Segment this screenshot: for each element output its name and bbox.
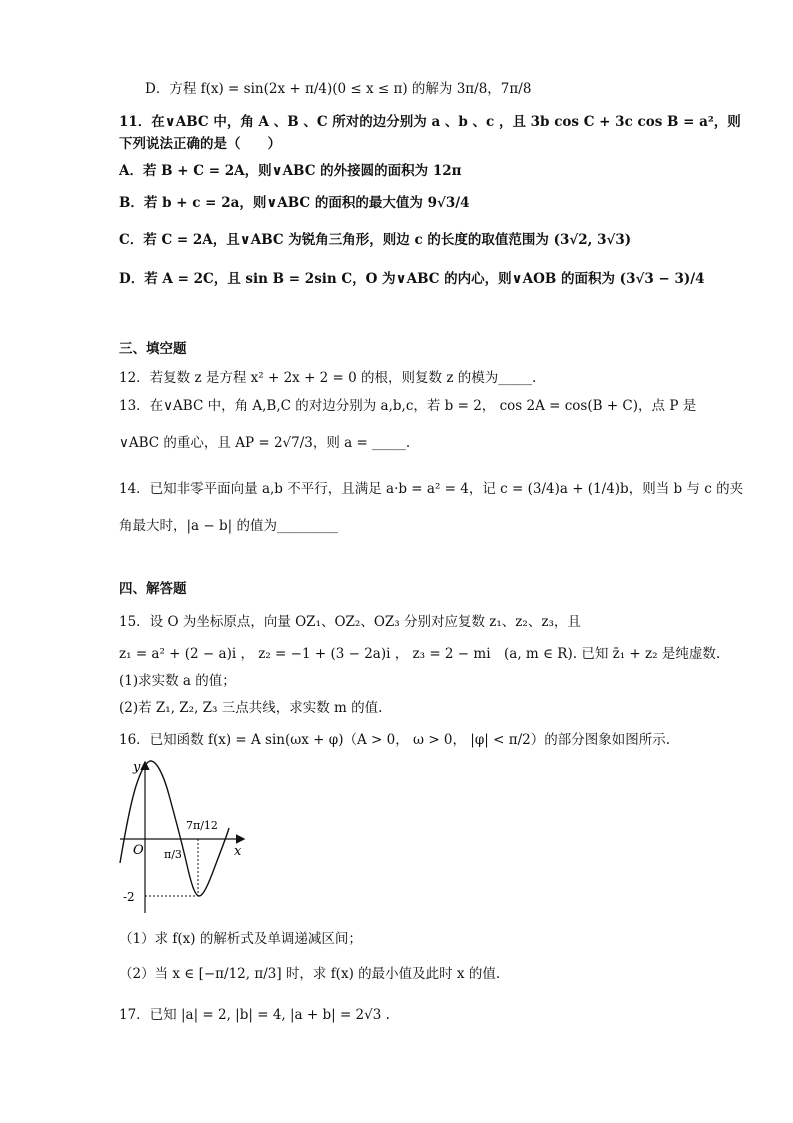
q14-line2: 角最大时，|a − b| 的值为_________ (119, 518, 338, 534)
x-axis-label: x (234, 844, 242, 859)
q11-stem-line1: 11．在∨ABC 中，角 A 、B 、C 所对的边分别为 a 、b 、c ，且 3b cos C + 3c cos B = a²，则 (119, 114, 741, 130)
q17-text: 17．已知 |a| = 2, |b| = 4, |a + b| = 2√3 . (119, 1007, 390, 1023)
section-title-solve: 四、解答题 (119, 581, 187, 597)
q15-line2: z₁ = a² + (2 − a)i ， z₂ = −1 + (3 − 2a)i ， z₃ = 2 − mi (a, m ∈ R). 已知 z̄₁ + z₂ 是纯虚数. (119, 646, 721, 662)
q13-line1: 13．在∨ABC 中，角 A,B,C 的对边分别为 a,b,c，若 b = 2， cos 2A = cos(B + C)，点 P 是 (119, 398, 697, 414)
q16-stem: 16．已知函数 f(x) = A sin(ωx + φ)（A > 0， ω > 0， |φ| < π/2）的部分图象如图所示. (119, 732, 671, 748)
x-tick-7pi-12: 7π/12 (186, 819, 218, 832)
q11-option-d: D．若 A = 2C，且 sin B = 2sin C，O 为∨ABC 的内心，则∨AOB 的面积为 (3√3 − 3)/4 (119, 271, 705, 287)
q16-part2: （2）当 x ∈ [−π/12, π/3] 时，求 f(x) 的最小值及此时 x 的值. (119, 966, 501, 982)
x-tick-pi-3: π/3 (164, 848, 182, 861)
q10-option-d: D．方程 f(x) = sin(2x + π/4)(0 ≤ x ≤ π) 的解为 3π/8，7π/8 (145, 81, 532, 97)
q11-option-a: A．若 B + C = 2A，则∨ABC 的外接圆的面积为 12π (119, 163, 462, 179)
section-title-fill-blank: 三、填空题 (119, 341, 187, 357)
q16-part1: （1）求 f(x) 的解析式及单调递减区间； (119, 931, 362, 947)
q15-line1: 15．设 O 为坐标原点，向量 OZ₁、OZ₂、OZ₃ 分别对应复数 z₁、z₂、z₃，且 (119, 614, 581, 630)
q15-part1: (1)求实数 a 的值； (119, 673, 236, 689)
q13-line2: ∨ABC 的重心，且 AP = 2√7/3，则 a = _____. (119, 435, 411, 451)
y-axis-label: y (133, 760, 141, 775)
q16-function-graph (115, 755, 255, 920)
origin-label: O (133, 843, 144, 858)
q11-option-c: C．若 C = 2A，且∨ABC 为锐角三角形，则边 c 的长度的取值范围为 (3√2, 3√3) (119, 232, 632, 248)
q12-text: 12．若复数 z 是方程 x² + 2x + 2 = 0 的根，则复数 z 的模为_____. (119, 370, 537, 386)
q15-part2: (2)若 Z₁, Z₂, Z₃ 三点共线，求实数 m 的值. (119, 700, 383, 716)
y-tick-minus-2: -2 (123, 890, 135, 904)
q11-option-b: B．若 b + c = 2a，则∨ABC 的面积的最大值为 9√3/4 (119, 195, 470, 211)
q14-line1: 14．已知非零平面向量 a,b 不平行，且满足 a·b = a² = 4，记 c = (3/4)a + (1/4)b，则当 b 与 c 的夹 (119, 481, 744, 497)
q11-stem-line2: 下列说法正确的是（ ） (119, 136, 281, 152)
